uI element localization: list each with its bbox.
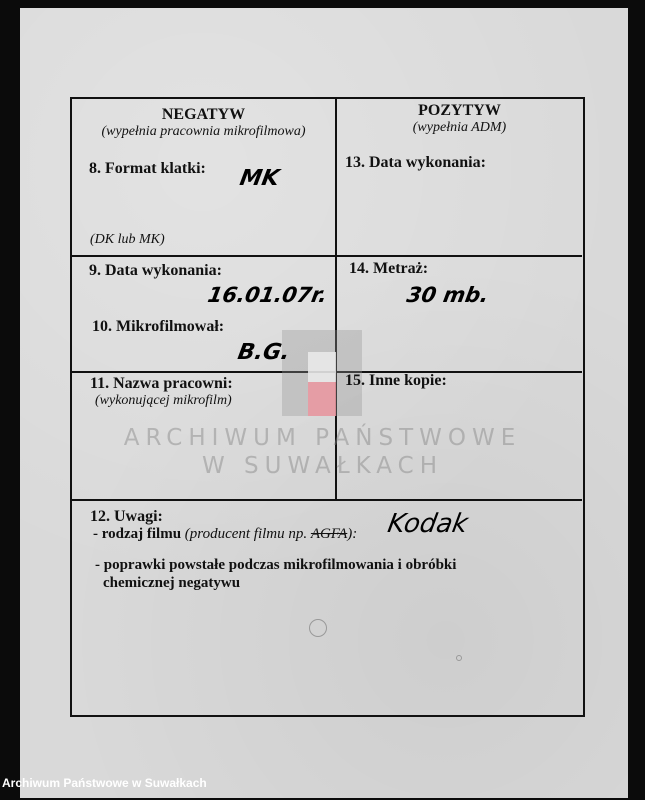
lab-name-hint: (wykonującej mikrofilm)	[95, 393, 232, 408]
watermark-line-1: ARCHIWUM PAŃSTWOWE	[123, 425, 522, 451]
format-value: MK	[237, 166, 282, 191]
paper-mark	[309, 619, 327, 637]
corrections-line-2: chemicznej negatywu	[103, 575, 241, 591]
film-type-struck: AGFA	[310, 526, 348, 542]
pozytyw-subtitle: (wypełnia ADM)	[412, 120, 507, 135]
watermark-line-2: W SUWAŁKACH	[202, 453, 443, 479]
pozytyw-title: POZYTYW	[418, 102, 501, 119]
row-divider-3	[72, 499, 582, 501]
pozytyw-date-label: 13. Data wykonania:	[345, 154, 486, 171]
paper-mark	[456, 655, 462, 661]
film-type-prefix: - rodzaj filmu	[93, 526, 182, 542]
format-label: 8. Format klatki:	[89, 160, 206, 177]
format-hint: (DK lub MK)	[90, 232, 165, 247]
other-copies-label: 15. Inne kopie:	[345, 372, 447, 389]
film-type-value: Kodak	[385, 509, 471, 539]
archive-footer-label: Archiwum Państwowe w Suwałkach	[2, 776, 207, 790]
film-type-hint: (producent filmu np.	[184, 526, 308, 542]
filmed-by-label: 10. Mikrofilmował:	[92, 318, 225, 335]
filmed-by-value: B.G.	[235, 340, 292, 365]
row-divider-1	[72, 255, 582, 257]
negatyw-date-value: 16.01.07r.	[205, 283, 330, 307]
length-value: 30 mb.	[404, 283, 491, 307]
corrections-line-1: - poprawki powstałe podczas mikrofilmowania i obróbki	[95, 557, 457, 573]
negatyw-title: NEGATYW	[161, 106, 246, 123]
remarks-label: 12. Uwagi:	[90, 508, 163, 525]
negatyw-subtitle: (wypełnia pracownia mikrofilmowa)	[101, 124, 306, 139]
length-label: 14. Metraż:	[349, 260, 429, 277]
film-type-line	[93, 526, 357, 543]
negatyw-date-label: 9. Data wykonania:	[89, 262, 222, 279]
lab-name-label: 11. Nazwa pracowni:	[90, 375, 233, 392]
film-type-suffix: ):	[347, 526, 358, 542]
